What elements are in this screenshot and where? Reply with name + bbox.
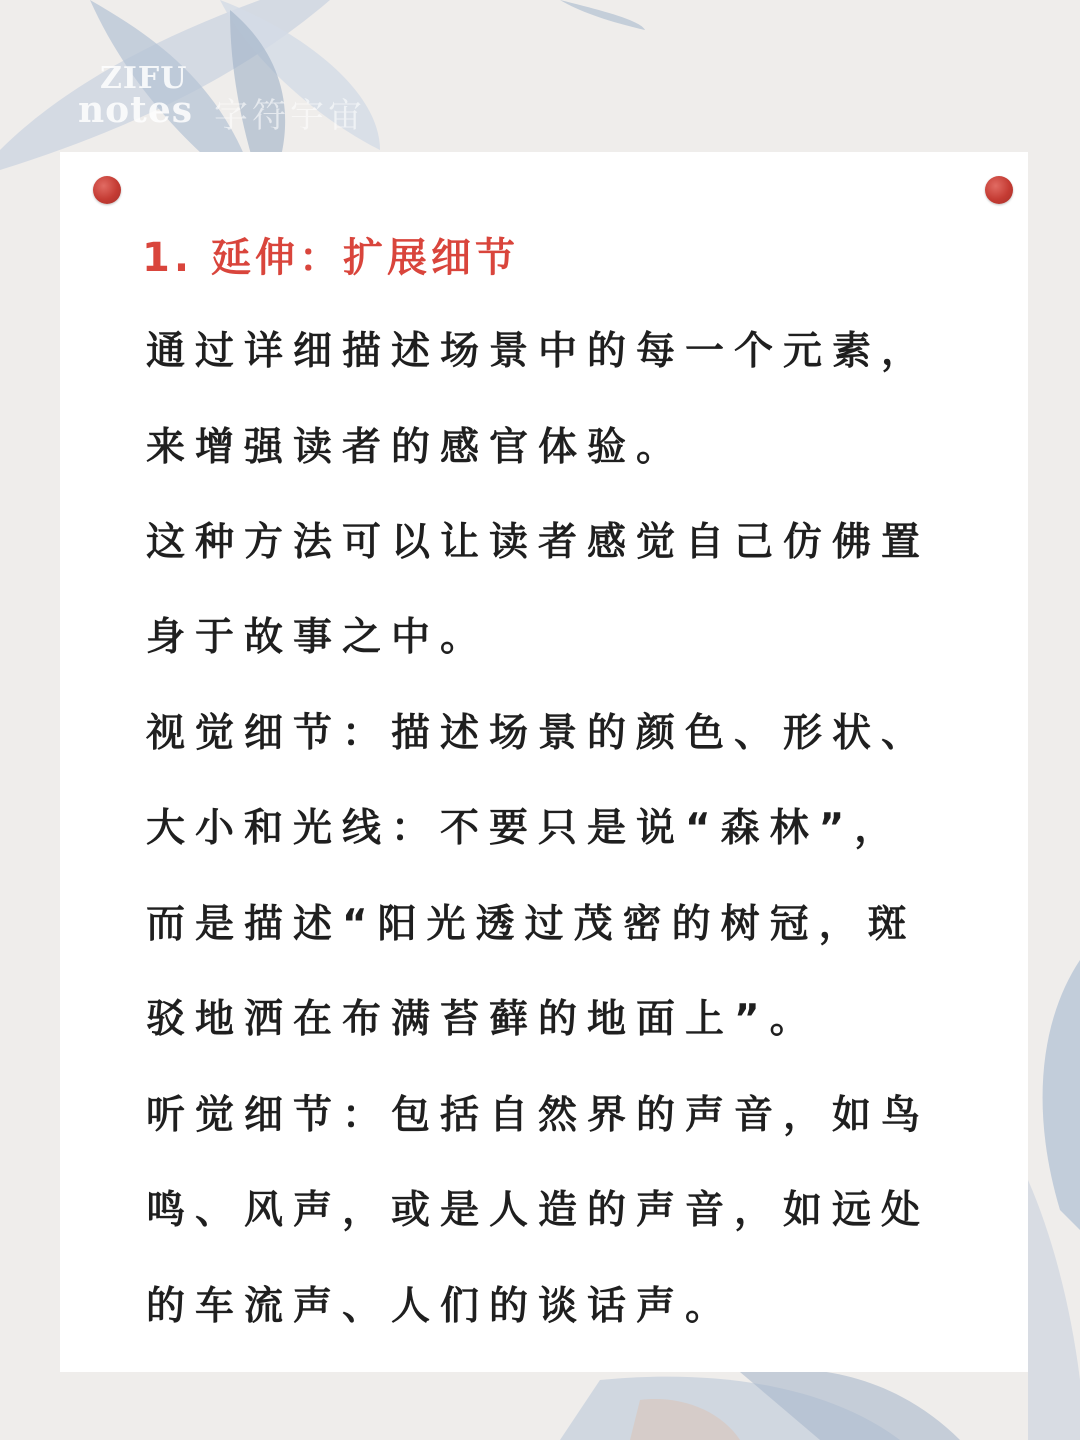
body-line: 而是描述“阳光透过茂密的树冠，斑 <box>146 902 917 947</box>
leaf-shape <box>560 0 645 30</box>
body-line: 通过详细描述场景中的每一个元素， <box>146 329 931 374</box>
pin-icon <box>93 176 121 204</box>
watermark-brand: 字符宇宙 <box>214 96 366 136</box>
note-card <box>60 152 1028 1372</box>
watermark-logo-bottom: notes <box>78 89 193 131</box>
body-line: 听觉细节：包括自然界的声音，如鸟 <box>146 1093 931 1138</box>
body-line: 身于故事之中。 <box>146 615 490 660</box>
body-line: 大小和光线：不要只是说“森林”， <box>146 806 904 851</box>
body-line: 鸣、风声，或是人造的声音，如远处 <box>146 1188 931 1233</box>
watermark-logo-top: ZIFU <box>100 61 188 96</box>
pin-icon <box>985 176 1013 204</box>
body-line: 的车流声、人们的谈话声。 <box>146 1284 735 1329</box>
body-line: 来增强读者的感官体验。 <box>146 425 686 470</box>
body-line: 这种方法可以让读者感觉自己仿佛置 <box>146 520 931 565</box>
body-line: 驳地洒在布满苔藓的地面上”。 <box>146 997 819 1042</box>
body-line: 视觉细节：描述场景的颜色、形状、 <box>146 711 931 756</box>
section-heading: 1. 延伸：扩展细节 <box>142 235 519 281</box>
leaf-shape <box>1043 960 1080 1230</box>
